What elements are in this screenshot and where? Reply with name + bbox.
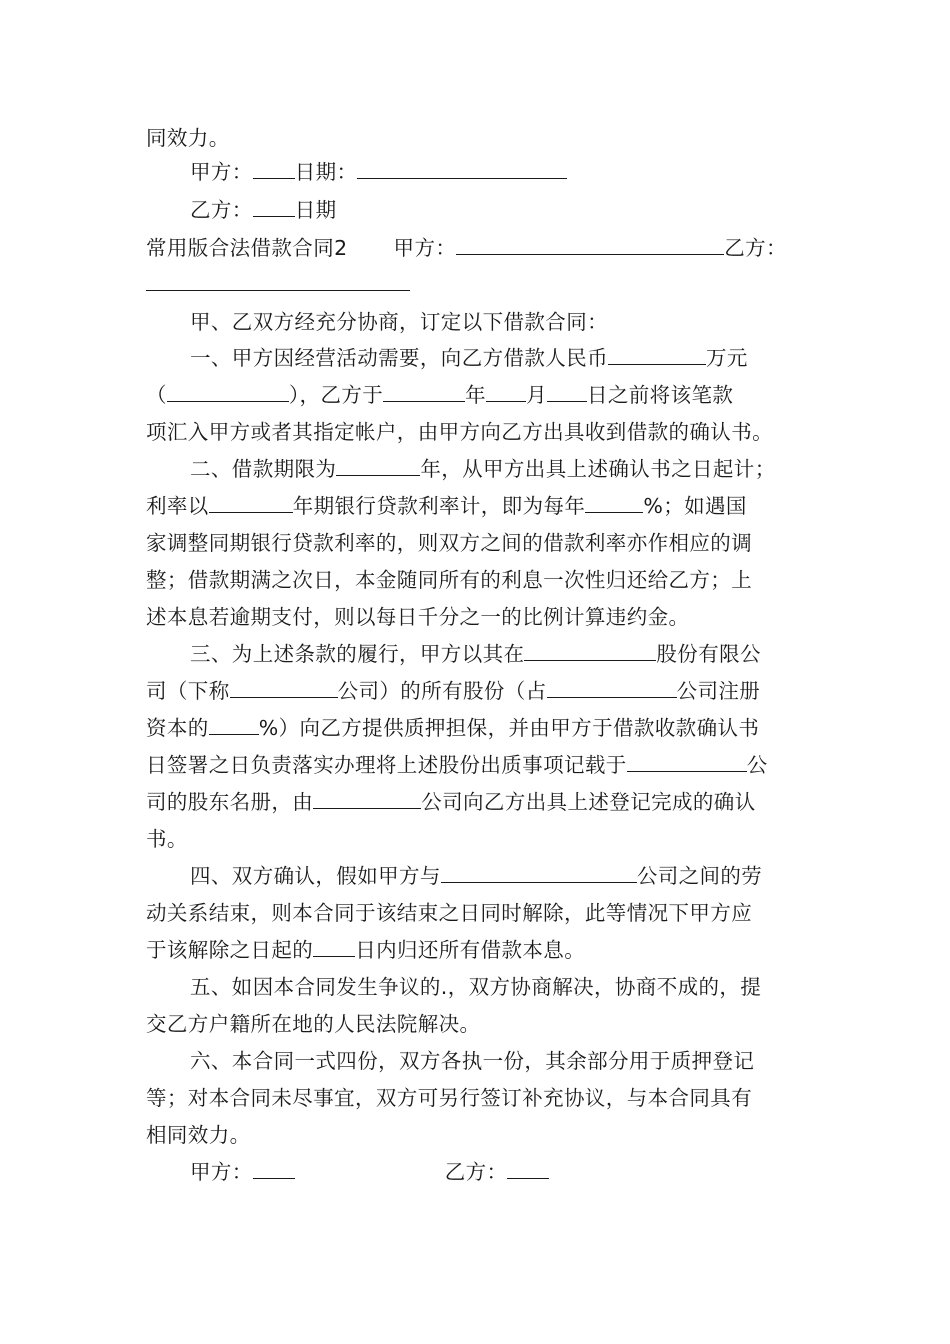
text-line	[146, 899, 808, 927]
text-run: %）向乙方提供质押担保，并由甲方于借款收款确认书	[258, 716, 760, 740]
contract-title-line	[146, 234, 808, 262]
text-run: 一、甲方因经营活动需要，向乙方借款人民币	[190, 346, 608, 370]
text-run: 甲方：	[190, 160, 253, 184]
text-run: %；如遇国	[643, 494, 747, 518]
text-run: 资本的	[146, 716, 209, 740]
blank-field	[336, 455, 420, 476]
text-line	[146, 529, 808, 557]
blank-field	[209, 714, 259, 735]
text-run: 万元	[706, 346, 748, 370]
text-run: 甲方：	[190, 1160, 253, 1184]
contract-title: 常用版合法借款合同2	[146, 236, 348, 260]
text-line	[190, 1047, 808, 1075]
blank-field	[230, 677, 338, 698]
text-run: ），乙方于	[288, 383, 384, 407]
text-run: 动关系结束，则本合同于该结束之日同时解除，此等情况下甲方应	[146, 901, 753, 925]
text-run: 司（下称	[146, 679, 230, 703]
blank-field	[146, 270, 410, 291]
signature-line-party-a	[190, 158, 808, 186]
clause-3-line	[146, 788, 808, 816]
text-run: 同效力。	[146, 126, 230, 150]
text-run: 日之前将该笔款	[586, 383, 734, 407]
blank-field	[608, 344, 706, 365]
text-run: 五、如因本合同发生争议的.，双方协商解决，协商不成的，提	[190, 975, 762, 999]
blank-field	[383, 381, 465, 402]
text-run: 交乙方户籍所在地的人民法院解决。	[146, 1012, 481, 1036]
text-run: 公	[746, 753, 768, 777]
text-run: 整；借款期满之次日，本金随同所有的利息一次性归还给乙方；上	[146, 568, 753, 592]
text-line	[146, 418, 808, 446]
text-run: 利率以	[146, 494, 209, 518]
text-run: 日期	[294, 198, 337, 222]
text-run: （	[146, 383, 167, 407]
blank-field	[507, 1158, 549, 1179]
clause-2-line	[190, 455, 808, 483]
blank-field	[167, 381, 289, 402]
text-line	[146, 1084, 808, 1112]
text-run: 公司之间的劳	[636, 864, 763, 888]
text-run: 述本息若逾期支付，则以每日千分之一的比例计算违约金。	[146, 605, 690, 629]
text-run: 乙方：	[444, 1160, 508, 1184]
blank-field	[627, 751, 747, 772]
blank-field	[441, 862, 637, 883]
clause-1-line	[190, 344, 808, 372]
clause-4-line	[146, 936, 808, 964]
text-run: 年	[465, 383, 487, 407]
text-run: 司的股东名册，由	[146, 790, 314, 814]
text-line	[190, 308, 808, 336]
clause-1-line	[146, 381, 808, 409]
clause-3-line	[190, 640, 808, 668]
clause-2-line	[146, 492, 808, 520]
blank-field	[547, 381, 587, 402]
blank-field	[486, 381, 526, 402]
text-run: 甲方：	[393, 236, 457, 260]
clause-3-line	[146, 677, 808, 705]
blank-field	[209, 492, 293, 513]
blank-field	[524, 640, 656, 661]
text-run: 公司注册	[676, 679, 761, 703]
clause-3-line	[146, 714, 808, 742]
text-line	[146, 1121, 808, 1149]
text-run: 乙方：	[724, 236, 787, 260]
text-line	[146, 603, 808, 631]
text-run: 书。	[146, 827, 188, 851]
text-run: 于该解除之日起的	[146, 938, 314, 962]
blank-field	[357, 158, 567, 179]
signature-line-party-b	[190, 196, 808, 224]
text-run: 月	[526, 383, 547, 407]
text-run: 等；对本合同未尽事宜，双方可另行签订补充协议，与本合同具有	[146, 1086, 753, 1110]
blank-field	[456, 234, 724, 255]
blank-field	[253, 196, 295, 217]
text-run: 家调整同期银行贷款利率的，则双方之间的借款利率亦作相应的调	[146, 531, 753, 555]
text-run: 日签署之日负责落实办理将上述股份出质事项记载于	[146, 753, 627, 777]
clause-4-line	[190, 862, 808, 890]
text-run: 日内归还所有借款本息。	[355, 938, 586, 962]
blank-field	[253, 1158, 295, 1179]
clause-3-line	[146, 751, 808, 779]
blank-field	[547, 677, 677, 698]
text-run: 六、本合同一式四份，双方各执一份，其余部分用于质押登记	[190, 1049, 755, 1073]
signature-line	[190, 1158, 808, 1186]
text-run: 公司）的所有股份（占	[337, 679, 547, 703]
blank-field	[253, 158, 295, 179]
blank-field	[585, 492, 643, 513]
text-line	[146, 270, 808, 298]
text-run: 三、为上述条款的履行，甲方以其在	[190, 642, 525, 666]
blank-field	[313, 788, 421, 809]
text-run: 公司向乙方出具上述登记完成的确认	[421, 790, 756, 814]
text-run: 二、借款期限为	[190, 457, 337, 481]
text-line	[146, 124, 808, 152]
text-run: 乙方：	[190, 198, 253, 222]
text-run: 四、双方确认，假如甲方与	[190, 864, 441, 888]
text-run: 相同效力。	[146, 1123, 251, 1147]
text-line	[146, 1010, 808, 1038]
blank-field	[313, 936, 355, 957]
text-run: 甲、乙双方经充分协商，订定以下借款合同：	[190, 310, 608, 334]
text-line	[146, 566, 808, 594]
text-line	[190, 973, 808, 1001]
text-run: 日期：	[294, 160, 358, 184]
text-run: 年期银行贷款利率计，即为每年	[292, 494, 586, 518]
text-run: 年，从甲方出具上述确认书之日起计；	[420, 457, 776, 481]
text-line	[146, 825, 808, 853]
text-run: 股份有限公	[656, 642, 761, 666]
text-run: 项汇入甲方或者其指定帐户，由甲方向乙方出具收到借款的确认书。	[146, 420, 773, 444]
